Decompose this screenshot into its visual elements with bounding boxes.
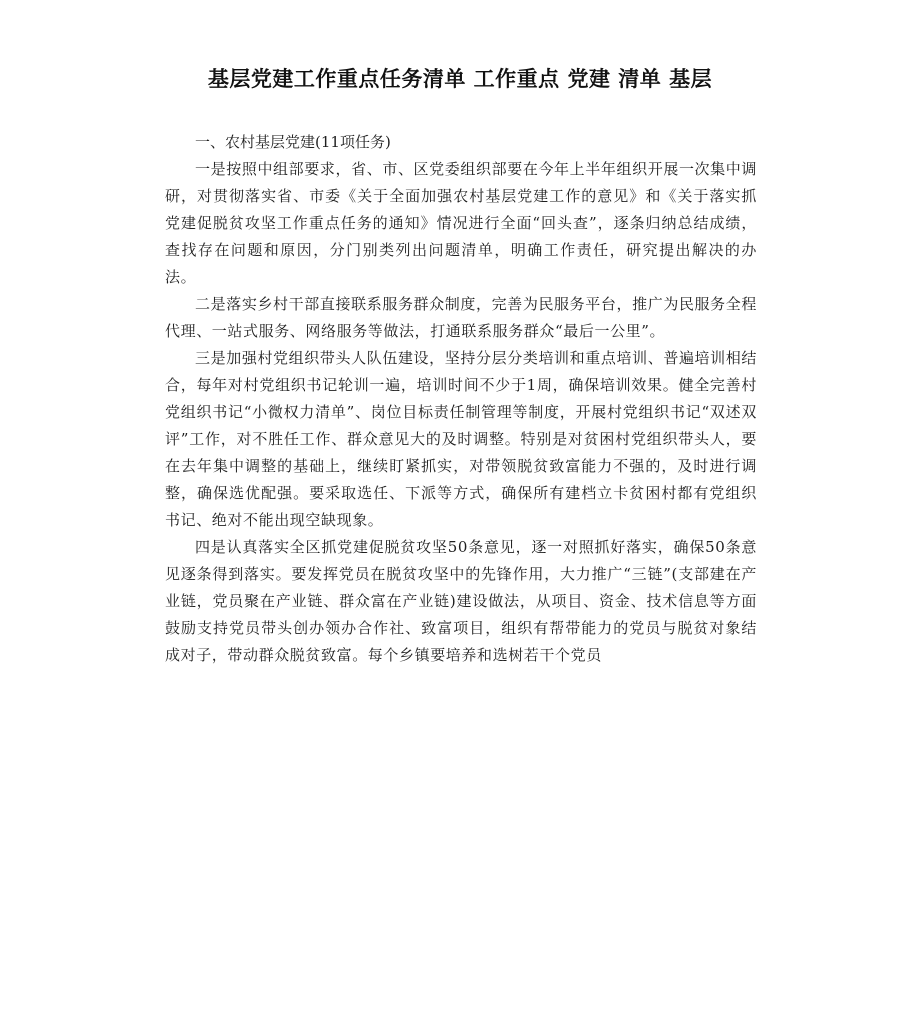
section-heading: 一、农村基层党建(11项任务) (195, 133, 391, 151)
paragraph-1: 一是按照中组部要求，省、市、区党委组织部要在今年上半年组织开展一次集中调研，对贯彻落实省、市委《关于全面加强农村基层党建工作的意见》和《关于落实抓党建促脱贫攻坚工作重点任务的通知》情况进行全面“回头查”，逐条归纳总结成绩，查找存在问题和原因，分门别类列出问题清单，明确工作责任，研究提出解决的办法。 (165, 160, 757, 286)
paragraph-3: 三是加强村党组织带头人队伍建设，坚持分层分类培训和重点培训、普遍培训相结合，每年对村党组织书记轮训一遍，培训时间不少于1周，确保培训效果。健全完善村党组织书记“小微权力清单”、岗位目标责任制管理等制度，开展村党组织书记“双述双评”工作，对不胜任工作、群众意见大的及时调整。特别是对贫困村党组织带头人，要在去年集中调整的基础上，继续盯紧抓实，对带领脱贫致富能力不强的，及时进行调整，确保选优配强。要采取选任、下派等方式，确保所有建档立卡贫困村都有党组织书记、绝对不能出现空缺现象。 (165, 349, 757, 529)
paragraph-2: 二是落实乡村干部直接联系服务群众制度，完善为民服务平台，推广为民服务全程代理、一站式服务、网络服务等做法，打通联系服务群众“最后一公里”。 (165, 295, 757, 340)
paragraph-4: 四是认真落实全区抓党建促脱贫攻坚50条意见，逐一对照抓好落实，确保50条意见逐条得到落实。要发挥党员在脱贫攻坚中的先锋作用，大力推广“三链”(支部建在产业链，党员聚在产业链、群众富在产业链)建设做法，从项目、资金、技术信息等方面鼓励支持党员带头创办领办合作社、致富项目，组织有帮带能力的党员与脱贫对象结成对子，带动群众脱贫致富。每个乡镇要培养和选树若干个党员 (165, 538, 757, 664)
document-body (165, 129, 757, 669)
document-title: 基层党建工作重点任务清单 工作重点 党建 清单 基层 (207, 67, 713, 91)
